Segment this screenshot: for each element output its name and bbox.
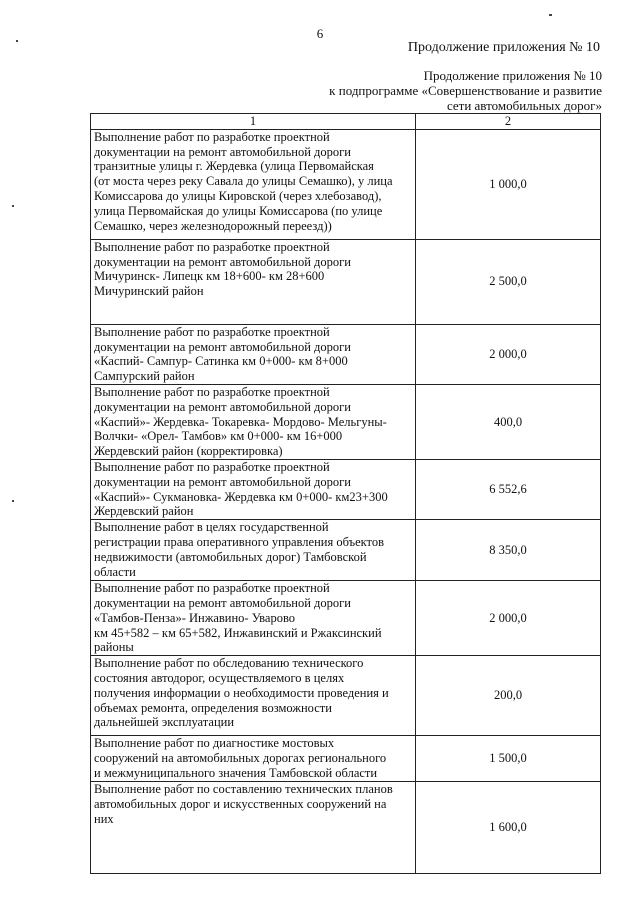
table-row <box>91 129 601 239</box>
description-line: Волчки- «Орел- Тамбов» км 0+000- км 16+000 <box>94 429 343 444</box>
page-number: 6 <box>316 26 324 41</box>
amount-value: 1 500,0 <box>416 736 601 782</box>
description-line: «Каспий»- Сукмановка- Жердевка км 0+000- км23+300 <box>94 489 388 504</box>
table-row <box>91 459 601 519</box>
work-description <box>91 581 416 656</box>
amount-value: 2 500,0 <box>416 239 601 324</box>
amount-value: 1 000,0 <box>416 129 601 239</box>
amount-value: 2 000,0 <box>416 581 601 656</box>
description-line: (от моста через реку Савала до улицы Семашко), у лица <box>94 174 393 189</box>
amount-value: 8 350,0 <box>416 520 601 581</box>
description-line: Выполнение работ по обследованию технического <box>94 656 364 671</box>
description-line: Мичуринский район <box>94 284 204 299</box>
description-line: документации на ремонт автомобильной дороги <box>94 144 351 159</box>
column-header-1: 1 <box>91 114 416 130</box>
description-line: получения информации о необходимости проведения и <box>94 685 389 700</box>
appendix-subheader <box>329 68 602 113</box>
work-description <box>91 736 416 782</box>
work-description <box>91 656 416 736</box>
amount-value: 6 552,6 <box>416 459 601 519</box>
description-line: Выполнение работ по составлению технических планов <box>94 782 393 797</box>
description-line: Семашко, через железнодорожный переезд)) <box>94 218 332 233</box>
description-line: недвижимости (автомобильных дорог) Тамбовской <box>94 549 367 564</box>
description-line: документации на ремонт автомобильной дороги <box>94 595 351 610</box>
table-row <box>91 239 601 324</box>
description-line: Выполнение работ по разработке проектной <box>94 384 330 399</box>
description-line: Комиссарова до улицы Кировской (через хлебозавод), <box>94 188 382 203</box>
description-line: Мичуринск- Липецк км 18+600- км 28+600 <box>94 269 325 284</box>
description-line: документации на ремонт автомобильной дороги <box>94 254 351 269</box>
work-description <box>91 239 416 324</box>
amount-value: 200,0 <box>416 656 601 736</box>
description-line: документации на ремонт автомобильной дороги <box>94 399 351 414</box>
description-line: Выполнение работ по разработке проектной <box>94 581 330 596</box>
work-description <box>91 384 416 459</box>
description-line: Выполнение работ по разработке проектной <box>94 239 330 254</box>
work-description <box>91 520 416 581</box>
description-line: дальнейшей эксплуатации <box>94 715 235 730</box>
scan-mark <box>16 40 18 42</box>
work-description <box>91 129 416 239</box>
description-line: автомобильных дорог и искусственных сооружений на <box>94 796 387 811</box>
description-line: км 45+582 – км 65+582, Инжавинский и Ржаксинский <box>94 625 382 640</box>
appendix-table <box>90 113 601 874</box>
continuation-title: Продолжение приложения № 10 <box>407 40 600 55</box>
description-line: регистрации права оперативного управления объектов <box>94 534 384 549</box>
description-line: районы <box>94 640 134 655</box>
column-header-2: 2 <box>416 114 601 130</box>
description-line: сооружений на автомобильных дорогах регионального <box>94 750 387 765</box>
amount-value: 400,0 <box>416 384 601 459</box>
scan-mark <box>12 500 14 502</box>
scan-mark <box>549 14 552 16</box>
description-line: объемах ремонта, определения возможности <box>94 700 332 715</box>
work-description <box>91 459 416 519</box>
table-row <box>91 324 601 384</box>
description-line: улица Первомайская до улицы Комиссарова (по улице <box>94 203 383 218</box>
subheader-line-2: к подпрограмме «Совершенствование и развитие <box>329 83 602 98</box>
amount-value: 2 000,0 <box>416 324 601 384</box>
table-row <box>91 656 601 736</box>
table-row <box>91 736 601 782</box>
description-line: и межмуниципального значения Тамбовской области <box>94 765 378 780</box>
subheader-line-3: сети автомобильных дорог» <box>446 98 602 113</box>
table-body <box>91 129 601 873</box>
description-line: Выполнение работ в целях государственной <box>94 520 329 535</box>
table-row <box>91 520 601 581</box>
description-line: «Каспий- Сампур- Сатинка км 0+000- км 8+000 <box>94 354 348 369</box>
description-line: Выполнение работ по разработке проектной <box>94 459 330 474</box>
table-row <box>91 782 601 874</box>
work-description <box>91 782 416 874</box>
table-row <box>91 581 601 656</box>
description-line: транзитные улицы г. Жердевка (улица Первомайская <box>94 159 374 174</box>
description-line: «Каспий»- Жердевка- Токаревка- Мордово- Мельгуны- <box>94 414 387 429</box>
subheader-line-1: Продолжение приложения № 10 <box>423 68 602 83</box>
description-line: Жердевский район <box>94 504 194 519</box>
description-line: области <box>94 564 136 579</box>
description-line: Выполнение работ по разработке проектной <box>94 324 330 339</box>
table-row <box>91 384 601 459</box>
table-header-row <box>91 114 601 130</box>
description-line: документации на ремонт автомобильной дороги <box>94 474 351 489</box>
description-line: Жердевский район (корректировка) <box>94 444 283 459</box>
description-line: них <box>94 811 114 826</box>
amount-value: 1 600,0 <box>416 782 601 874</box>
description-line: Выполнение работ по диагностике мостовых <box>94 736 335 751</box>
description-line: Выполнение работ по разработке проектной <box>94 129 330 144</box>
description-line: документации на ремонт автомобильной дороги <box>94 339 351 354</box>
description-line: «Тамбов-Пенза»- Инжавино- Уварово <box>94 610 296 625</box>
work-description <box>91 324 416 384</box>
description-line: состояния автодорог, осуществляемого в целях <box>94 670 345 685</box>
description-line: Сампурский район <box>94 369 195 384</box>
scan-mark <box>12 205 14 207</box>
